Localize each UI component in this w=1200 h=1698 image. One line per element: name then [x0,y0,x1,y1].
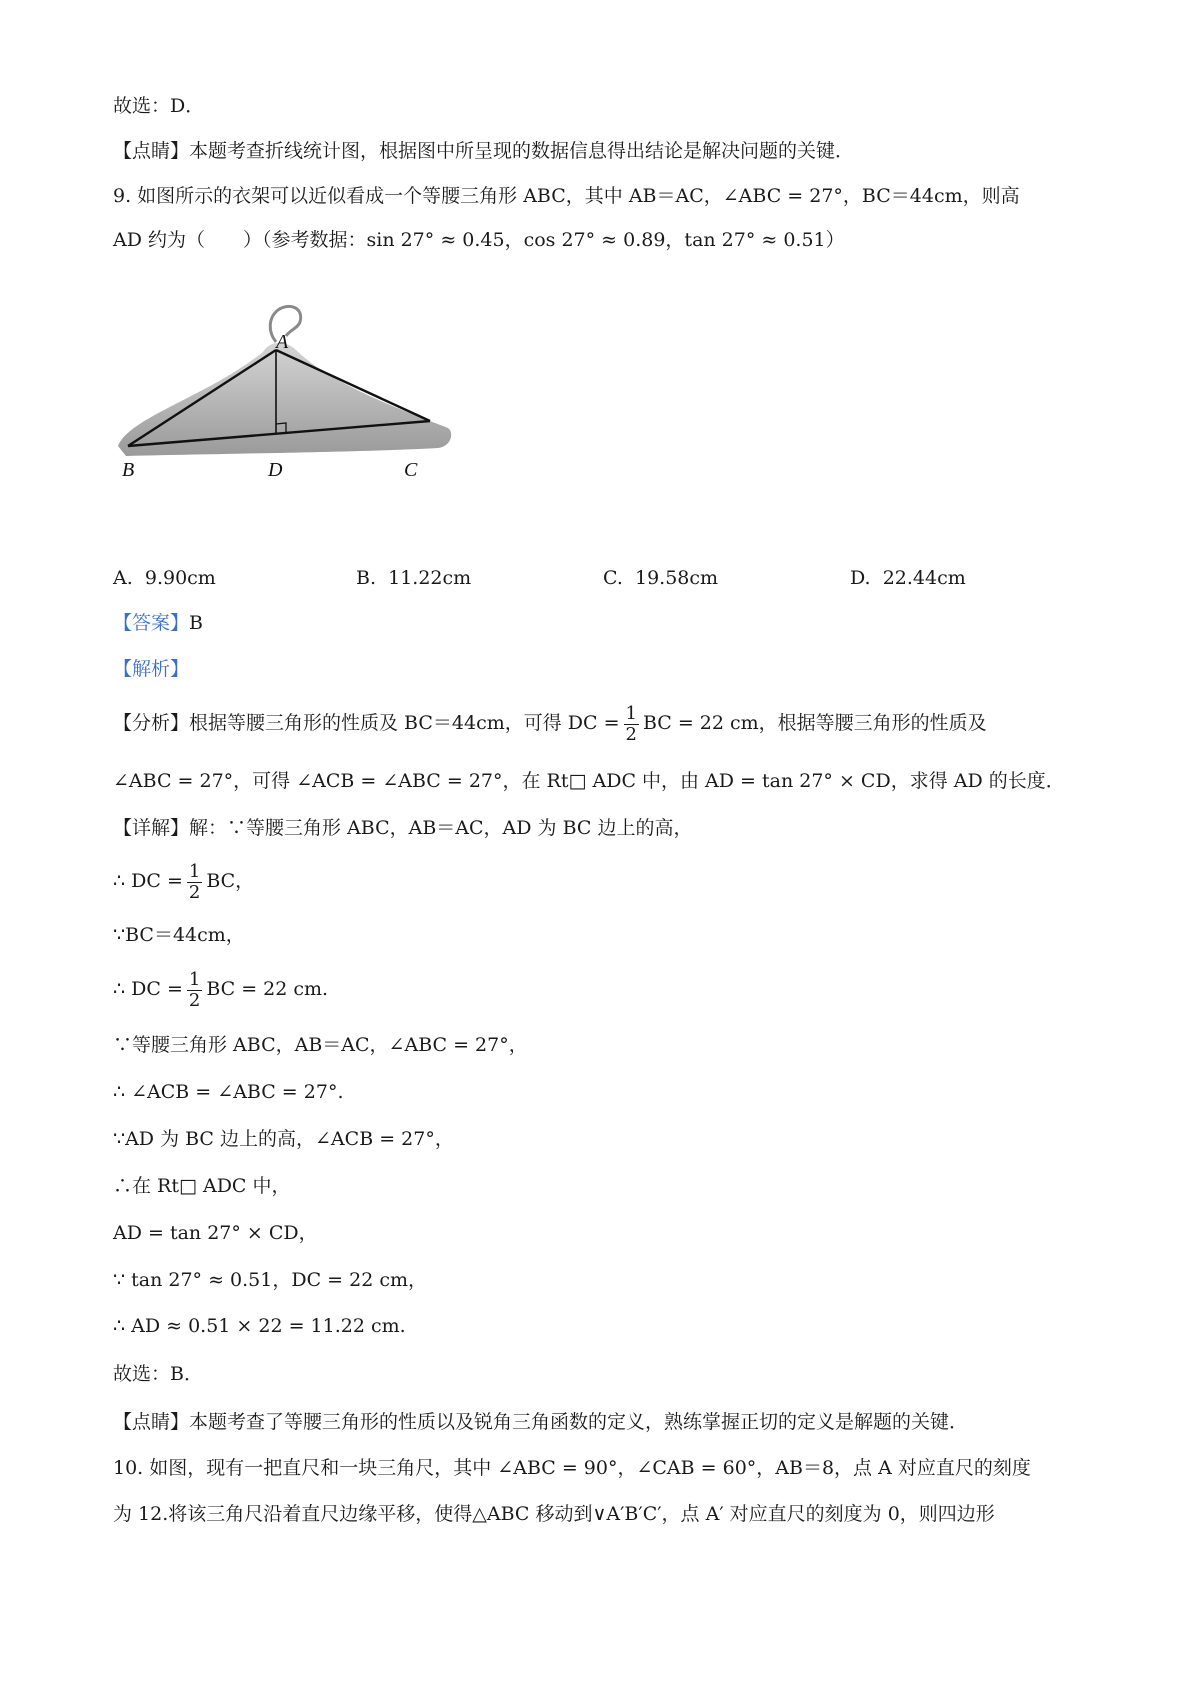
q9-stem-line1: 9. 如图所示的衣架可以近似看成一个等腰三角形 ABC，其中 AB＝AC，∠ABC = 27°，BC＝44cm，则高 [113,185,1020,207]
hanger-figure [118,296,458,486]
option-b: B. 11.22cm [356,567,472,589]
comment: 【点睛】本题考查了等腰三角形的性质以及锐角三角函数的定义，熟练掌握正切的定义是解题的关键． [113,1411,969,1433]
answer-tag: 【答案】 [113,612,190,634]
detail-line2: ∴ DC = $\frac{1}{2}$ BC， [113,860,255,903]
answer-value: B [189,612,203,634]
analysis-tag: 【解析】 [113,658,190,680]
detail-line1: 【详解】解：∵等腰三角形 ABC，AB＝AC，AD 为 BC 边上的高， [113,817,693,839]
q10-line2: 为 12.将该三角尺沿着直尺边缘平移，使得△ABC 移动到∨A′B′C′，点 A′ 对应直尺的刻度为 0，则四边形 [113,1503,995,1525]
detail-line8: ∴在 Rt□ ADC 中， [113,1175,291,1197]
option-c: C. 19.58cm [603,567,719,589]
detail-line10: ∵ tan 27° ≈ 0.51，DC = 22 cm， [113,1269,427,1291]
q10-line1: 10. 如图，现有一把直尺和一块三角尺，其中 ∠ABC = 90°，∠CAB = 60°，AB＝8，点 A 对应直尺的刻度 [113,1457,1031,1479]
detail-line11: ∴ AD ≈ 0.51 × 22 = 11.22 cm. [113,1315,406,1337]
label-c: C [404,459,418,481]
detail-line4: ∴ DC = $\frac{1}{2}$ BC = 22 cm. [113,968,329,1011]
fenxi-line2: ∠ABC = 27°，可得 ∠ACB = ∠ABC = 27°，在 Rt□ ADC 中，由 AD = tan 27° × CD，求得 AD 的长度． [113,770,1065,792]
label-d: D [268,459,283,481]
label-a: A [276,331,289,353]
detail-line6: ∴ ∠ACB = ∠ABC = 27°. [113,1081,344,1103]
q9-stem-line2: AD 约为（ ）（参考数据：sin 27° ≈ 0.45，cos 27° ≈ 0.89，tan 27° ≈ 0.51） [113,229,845,251]
answer-line [113,609,203,637]
detail-line3: ∵BC＝44cm， [113,924,245,946]
label-b: B [122,459,135,481]
option-d: D. 22.44cm [850,567,966,589]
prev-comment: 【点睛】本题考查折线统计图，根据图中所呈现的数据信息得出结论是解决问题的关键． [113,140,855,162]
detail-line7: ∵AD 为 BC 边上的高，∠ACB = 27°， [113,1128,454,1150]
fenxi-line1: 【分析】根据等腰三角形的性质及 BC＝44cm，可得 DC = $\frac{1}{2}$ BC = 22 cm，根据等腰三角形的性质及 [113,702,987,745]
detail-line5: ∵等腰三角形 ABC，AB＝AC，∠ABC = 27°， [113,1034,528,1056]
option-a: A. 9.90cm [113,567,216,589]
hanger-body [118,343,451,456]
conclusion: 故选：B． [113,1363,203,1385]
prev-conclusion: 故选：D． [113,95,205,117]
detail-line9: AD = tan 27° × CD， [113,1222,318,1244]
